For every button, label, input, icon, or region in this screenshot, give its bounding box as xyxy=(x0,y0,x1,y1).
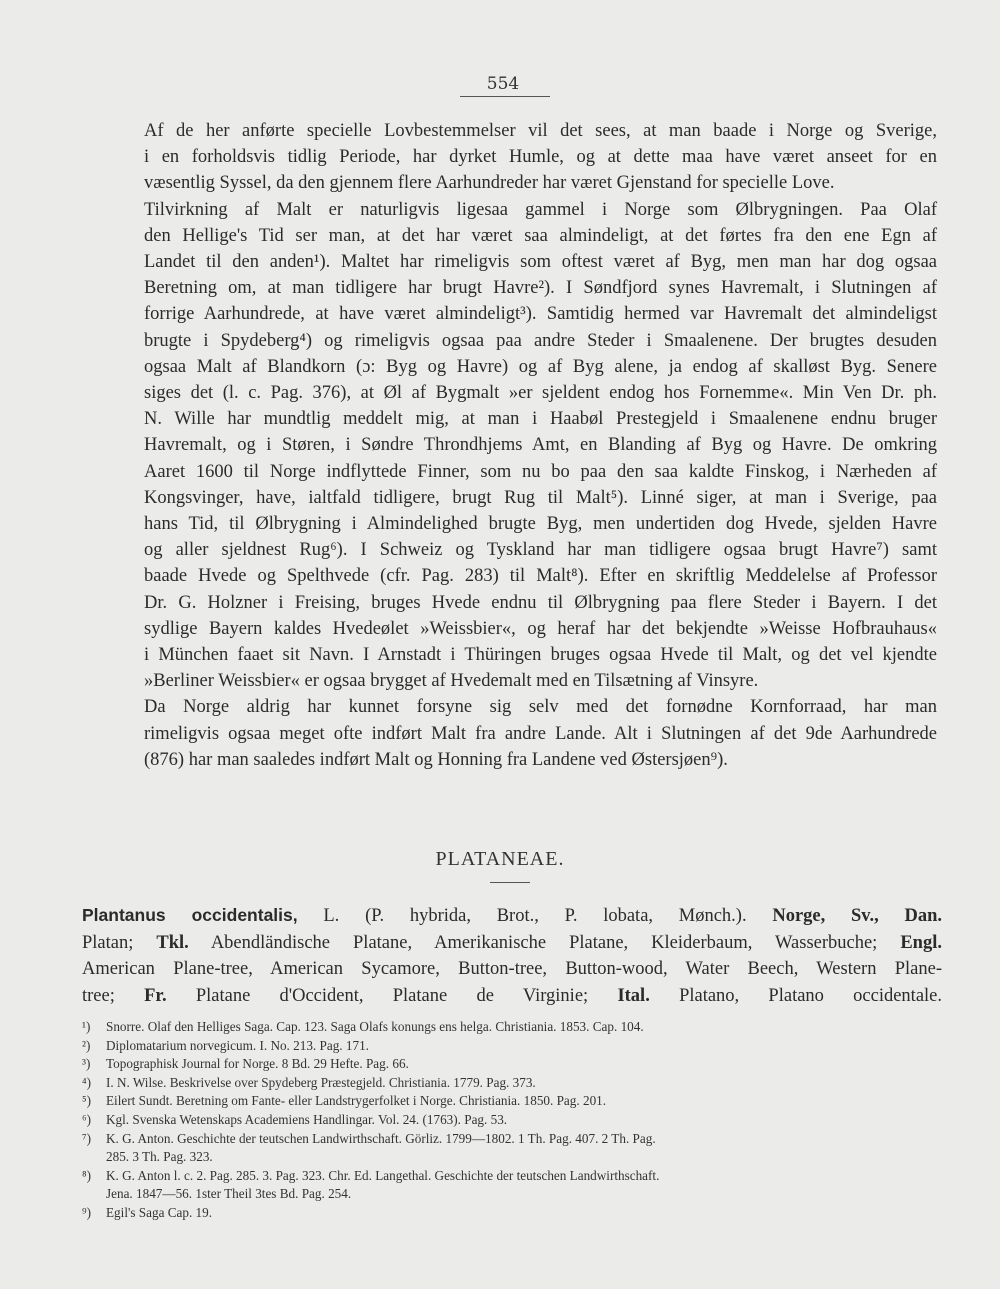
page-number-rule xyxy=(460,96,550,97)
footnote xyxy=(82,1130,947,1167)
text-line: Aaret 1600 til Norge indflyttede Finner, som nu bo paa den saa kaldte Finskog, i Nærheden af xyxy=(144,461,937,482)
footnote-mark: ⁸) xyxy=(82,1167,91,1183)
text-line: Landet til den anden¹). Maltet har rimeligvis som oftest været af Byg, men man har dog ogsaa xyxy=(144,252,937,273)
footnote-text-line: K. G. Anton. Geschichte der teutschen Landwirthschaft. Görliz. 1799—1802. 1 Th. Pag. 407. 2 Th. Pag. xyxy=(106,1130,656,1146)
footnotes xyxy=(82,1018,947,1223)
text-line: (876) har man saaledes indført Malt og Honning fra Landene ved Østersjøen⁹). xyxy=(144,749,728,770)
engl-label: Engl. xyxy=(900,932,942,953)
fr-names: Platane d'Occident, Platane de Virginie; xyxy=(195,985,589,1006)
species-synonyms: (P. hybrida, Brot., P. lobata, Mønch.). xyxy=(365,906,747,926)
text-line: og aller sjeldnest Rug⁶). I Schweiz og Tyskland har man tidligere ogsaa brugt Havre⁷) samt xyxy=(144,540,937,561)
paragraph-1 xyxy=(82,118,937,197)
footnote-mark: ⁵) xyxy=(82,1093,91,1109)
ital-names: Platano, Platano occidentale. xyxy=(679,985,943,1006)
paragraph-2 xyxy=(82,197,937,695)
text-line: Dr. G. Holzner i Freising, bruges Hvede endnu til Ølbrygning paa flere Steder i Bayern. I det xyxy=(144,592,937,613)
footnote xyxy=(82,1111,947,1130)
footnote-text-line: K. G. Anton l. c. 2. Pag. 285. 3. Pag. 323. Chr. Ed. Langethal. Geschichte der teutschen Landwirthschaft. xyxy=(106,1167,660,1183)
footnote-mark: ⁶) xyxy=(82,1111,91,1127)
text-line: Af de her anførte specielle Lovbestemmelser vil det sees, at man baade i Norge og Sverige, xyxy=(144,121,937,141)
footnote-text: Eilert Sundt. Beretning om Fante- eller Landstrygerfolket i Norge. Christiania. 1850. Pag. 201. xyxy=(106,1093,607,1109)
footnote-mark: ²) xyxy=(82,1037,91,1053)
footnote xyxy=(82,1037,947,1056)
footnote-text: Egil's Saga Cap. 19. xyxy=(106,1204,213,1220)
species-line-3 xyxy=(82,956,942,983)
footnote xyxy=(82,1204,947,1223)
footnote-text-cont: 285. 3 Th. Pag. 323. xyxy=(106,1149,213,1165)
body-text xyxy=(82,118,937,773)
text-line: rimeligvis ogsaa meget ofte indført Malt fra andre Lande. Alt i Slutningen af det 9de Aarhundrede xyxy=(144,723,937,744)
footnote-text: Snorre. Olaf den Helliges Saga. Cap. 123. Saga Olafs konungs ens helga. Christiania. 1853. Cap. 104. xyxy=(106,1019,644,1034)
footnote-mark: ⁹) xyxy=(82,1204,91,1220)
page-number: 554 xyxy=(486,74,520,94)
footnote-mark: ¹) xyxy=(82,1019,91,1034)
text-line: baade Hvede og Spelthvede (cfr. Pag. 283) til Malt⁸). Efter en skriftlig Meddelelse af Professor xyxy=(144,566,937,587)
footnote-text: I. N. Wilse. Beskrivelse over Spydeberg Præstegjeld. Christiania. 1779. Pag. 373. xyxy=(106,1074,536,1090)
text-line: i en forholdsvis tidlig Periode, har dyrket Humle, og at dette maa have været anseet for en xyxy=(144,147,937,168)
species-line-4 xyxy=(82,983,942,1010)
footnote-text: Topographisk Journal for Norge. 8 Bd. 29 Hefte. Pag. 66. xyxy=(106,1056,409,1072)
section-title: PLATANEAE. xyxy=(435,848,565,870)
text-line: Kongsvinger, have, ialtfald tidligere, brugt Rug til Malt⁵). Linné siger, at man i Sverige, paa xyxy=(144,487,937,508)
tkl-label: Tkl. xyxy=(156,932,189,953)
text-line: N. Wille har mundtlig meddelt mig, at man i Haabøl Prestegjeld i Smaalenene endnu bruger xyxy=(144,409,937,430)
footnote xyxy=(82,1167,947,1204)
footnote xyxy=(82,1074,947,1093)
species-author: L. xyxy=(323,906,340,926)
text-line: i München faaet sit Navn. I Arnstadt i Thüringen bruges ogsaa Hvede til Malt, og det vel kjendte xyxy=(144,645,937,666)
text-line: forrige Aarhundrede, at have været almindeligt³). Samtidig hermed var Havremalt det almindeligst xyxy=(144,304,937,325)
text-line: »Berliner Weissbier« er ogsaa brygget af Hvedemalt med en Tilsætning af Vinsyre. xyxy=(144,671,759,692)
ital-label: Ital. xyxy=(617,985,650,1006)
text-line: ogsaa Malt af Blandkorn (ɔ: Byg og Havre) og af Byg alene, ja endog af skalløst Byg. Senere xyxy=(144,356,937,377)
footnote xyxy=(82,1018,947,1037)
text-line: sydlige Bayern kaldes Hvedeølet »Weissbier«, og heraf har det bekjendte »Weisse Hofbrauhaus« xyxy=(144,618,937,639)
section-rule xyxy=(490,882,530,883)
norwegian-name: Platan; xyxy=(82,932,134,953)
text-line: siges det (l. c. Pag. 376), at Øl af Bygmalt »er sjeldent endog hos Fornemme«. Min Ven Dr. ph. xyxy=(144,383,937,404)
fr-label: Fr. xyxy=(144,985,167,1006)
text-line: hans Tid, til Ølbrygning i Almindelighed brugte Byg, men undertiden dog Hvede, sjelden Havre xyxy=(144,514,937,535)
text-line: Tilvirkning af Malt er naturligvis ligesaa gammel i Norge som Ølbrygningen. Paa Olaf xyxy=(144,199,937,220)
text-line: den Hellige's Tid ser man, at det har været saa almindeligt, at det førtes fra den ene Egn af xyxy=(144,225,937,246)
footnote-mark: ⁴) xyxy=(82,1074,91,1090)
engl-names-cont: tree; xyxy=(82,985,115,1006)
footnote xyxy=(82,1055,947,1074)
paragraph-3 xyxy=(82,694,937,773)
footnote xyxy=(82,1092,947,1111)
text-line: væsentlig Syssel, da den gjennem flere Aarhundreder har været Gjenstand for specielle Love. xyxy=(144,173,835,194)
species-line-1 xyxy=(82,902,942,930)
footnote-text: Kgl. Svenska Wetenskaps Academiens Handlingar. Vol. 24. (1763). Pag. 53. xyxy=(106,1111,508,1127)
species-entry xyxy=(82,902,942,1009)
text-line: Da Norge aldrig har kunnet forsyne sig selv med det fornødne Kornforraad, har man xyxy=(144,697,937,718)
footnote-text: Diplomatarium norvegicum. I. No. 213. Pag. 171. xyxy=(106,1037,369,1053)
footnote-text-cont: Jena. 1847—56. 1ster Theil 3tes Bd. Pag. 254. xyxy=(106,1186,352,1202)
species-name: Plantanus occidentalis, xyxy=(82,905,298,925)
footnote-mark: ³) xyxy=(82,1056,91,1072)
species-line-2 xyxy=(82,930,942,957)
footnote-mark: ⁷) xyxy=(82,1130,91,1146)
text-line: brugte i Spydeberg⁴) og rimeligvis ogsaa paa andre Steder i Smaalenene. Der brugtes desuden xyxy=(144,330,937,351)
engl-names: American Plane-tree, American Sycamore, Button-tree, Button-wood, Water Beech, Western Plane- xyxy=(82,959,942,979)
tkl-names: Abendländische Platane, Amerikanische Platane, Kleiderbaum, Wasserbuche; xyxy=(210,932,878,953)
footnote-text xyxy=(106,1130,947,1167)
species-regions: Norge, Sv., Dan. xyxy=(772,906,943,926)
footnote-text xyxy=(106,1167,947,1204)
text-line: Beretning om, at man tidligere har brugt Havre²). I Søndfjord synes Havremalt, i Slutningen af xyxy=(144,278,937,299)
text-line: Havremalt, og i Støren, i Søndre Throndhjems Amt, en Blanding af Byg og Havre. De omkring xyxy=(144,435,937,456)
